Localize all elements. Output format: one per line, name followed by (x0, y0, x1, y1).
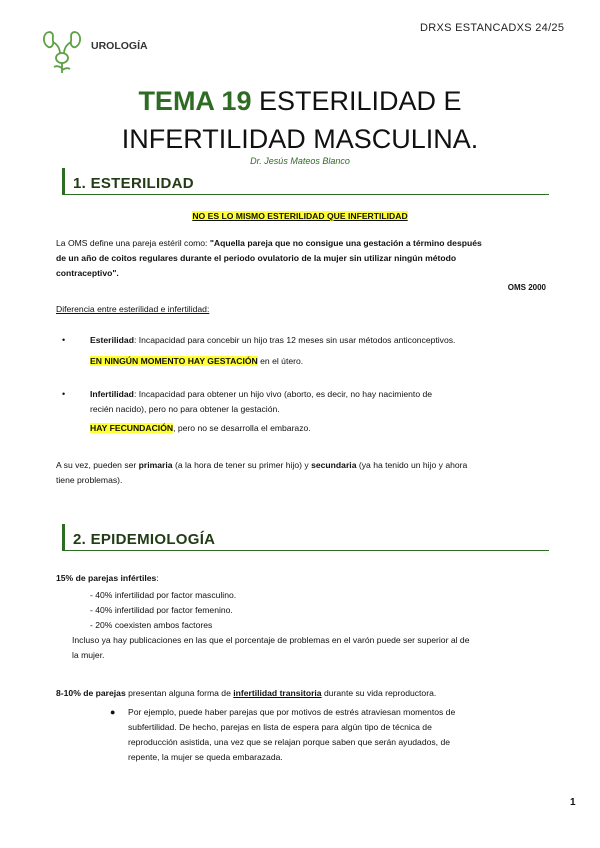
infertilidad-tail: , pero no se desarrolla el embarazo. (173, 423, 311, 433)
esterilidad-text: : Incapacidad para concebir un hijo tras 12 meses sin usar métodos anticonceptivos. (133, 335, 456, 345)
infertilidad-note (90, 421, 550, 436)
infertilidad-definition (90, 387, 550, 417)
source-label: OMS 2000 (507, 283, 546, 292)
list-item: - 40% infertilidad por factor femenino. (90, 605, 233, 615)
infertile-percentage: 15% de parejas infértiles (56, 573, 157, 583)
example-line: Por ejemplo, puede haber parejas que por motivos de estrés atraviesan momentos de (128, 707, 456, 717)
note-line-1: Incluso ya hay publicaciones en las que el porcentaje de problemas en el varón puede ser superior al de (72, 635, 470, 645)
example-line: subfertilidad. De hecho, parejas en lista de espera para algún tipo de técnica de (128, 722, 432, 732)
author: Dr. Jesús Mateos Blanco (250, 156, 350, 166)
infertilidad-text-2: recién nacido), pero no para obtener la gestación. (90, 404, 280, 414)
bullet-dot: • (62, 335, 66, 345)
bullet-dot: ● (110, 707, 116, 717)
transient-percentage: 8-10% de parejas (56, 688, 126, 698)
esterilidad-highlight: EN NINGÚN MOMENTO HAY GESTACIÓN (90, 356, 258, 366)
example-line: reproducción asistida, una vez que se relajan porque saben que serán ayudados, de (128, 737, 451, 747)
topic-number: TEMA 19 (138, 86, 252, 116)
kidney-plant-logo-icon (40, 28, 84, 81)
title-line-2: INFERTILIDAD MASCULINA. (121, 124, 479, 154)
title-line-1: ESTERILIDAD E (258, 86, 462, 116)
definition-quote-3: contraceptivo". (56, 268, 119, 278)
infertile-couples-line (56, 571, 546, 586)
types-paragraph (56, 458, 546, 488)
transient-infertility-line (56, 686, 546, 701)
transient-tail: durante su vida reproductora. (321, 688, 437, 698)
oms-definition (56, 236, 546, 281)
esterilidad-note (90, 354, 550, 369)
example-line: repente, la mujer se queda embarazada. (128, 752, 283, 762)
infertilidad-term: Infertilidad (90, 389, 134, 399)
transient-mid: presentan alguna forma de (125, 688, 234, 698)
male-factor-note (72, 633, 552, 663)
page-title (0, 84, 600, 156)
stress-example (128, 705, 538, 765)
difference-title: Diferencia entre esterilidad e infertilidad: (56, 304, 210, 314)
bullet-dot: • (62, 389, 66, 399)
list-item: - 20% coexisten ambos factores (90, 620, 213, 630)
definition-intro: La OMS define una pareja estéril como: (56, 238, 210, 248)
section-heading-esterilidad (62, 168, 549, 195)
types-text-a: A su vez, pueden ser (56, 460, 139, 470)
subject-label: UROLOGÍA (91, 40, 148, 52)
definition-quote-1: "Aquella pareja que no consigue una gestación a término después (209, 238, 482, 248)
note-line-2: la mujer. (72, 650, 105, 660)
esterilidad-definition (90, 333, 550, 348)
section-heading-text: 1. ESTERILIDAD (73, 175, 194, 192)
infertilidad-highlight: HAY FECUNDACIÓN (90, 423, 174, 433)
primaria-term: primaria (138, 460, 173, 470)
section-heading-epidemiologia (62, 524, 549, 551)
course-label: DRXS ESTANCADXS 24/25 (420, 22, 565, 34)
secundaria-term: secundaria (311, 460, 357, 470)
types-text-b: (a la hora de tener su primer hijo) y (172, 460, 312, 470)
definition-quote-2: de un año de coitos regulares durante el periodo ovulatorio de la mujer sin utilizar ningún método (56, 253, 457, 263)
page-number: 1 (570, 797, 576, 808)
esterilidad-term: Esterilidad (90, 335, 134, 345)
esterilidad-tail: en el útero. (257, 356, 304, 366)
types-text-2: tiene problemas). (56, 475, 123, 485)
warning-line (0, 209, 600, 224)
types-text-c: (ya ha tenido un hijo y ahora (356, 460, 468, 470)
factor-list (90, 588, 490, 633)
colon: : (156, 573, 159, 583)
section-heading-text: 2. EPIDEMIOLOGÍA (73, 531, 216, 548)
warning-highlight: NO ES LO MISMO ESTERILIDAD QUE INFERTILIDAD (192, 211, 408, 221)
infertilidad-text-1: : Incapacidad para obtener un hijo vivo (aborto, es decir, no hay nacimiento de (133, 389, 433, 399)
transient-term: infertilidad transitoria (233, 688, 322, 698)
list-item: - 40% infertilidad por factor masculino. (90, 590, 237, 600)
